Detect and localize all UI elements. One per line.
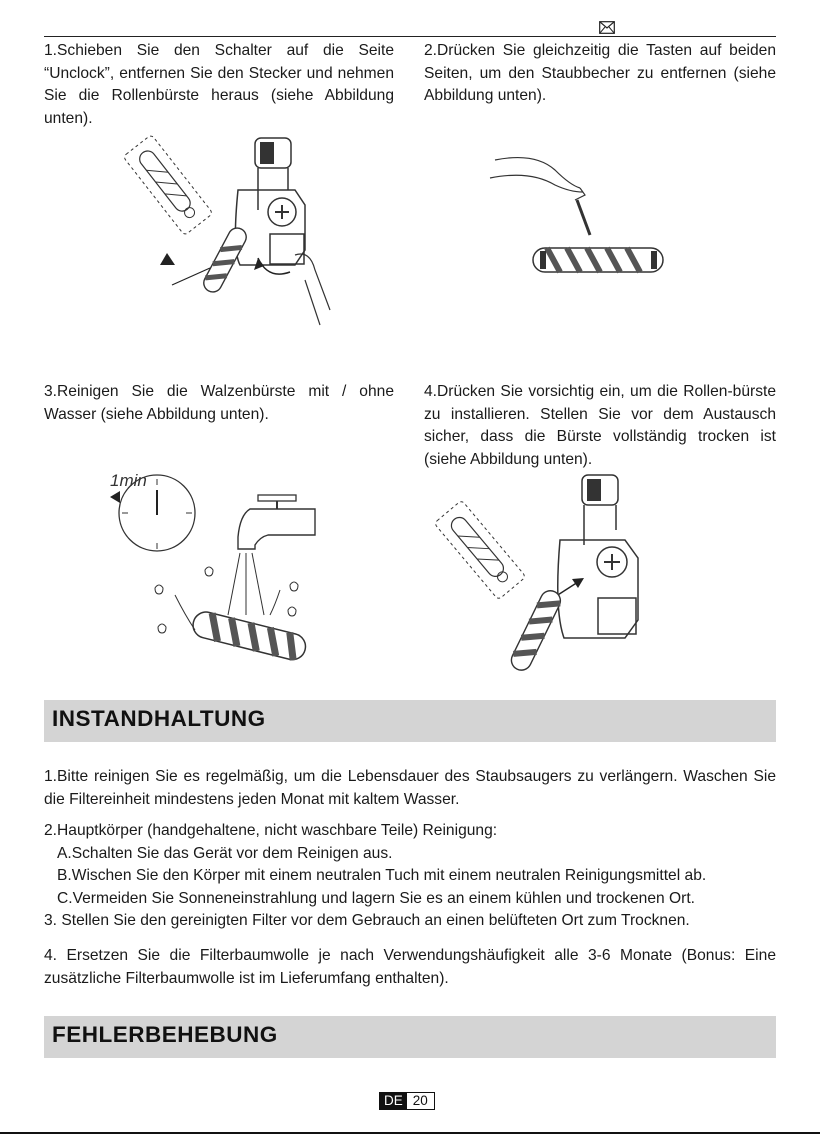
maintenance-item-2c: C.Vermeiden Sie Sonneneinstrahlung und lagern Sie es an einem kühlen und trockenen Ort. — [57, 889, 696, 907]
maintenance-item-4: 4. Ersetzen Sie die Filterbaumwolle je nach Verwendungshäufigkeit alle 3-6 Monate (Bonus: Eine zusätzliche Filterbaumwolle ist im Lieferumfang enthalten). — [44, 947, 776, 987]
step-3-text: 3.Reinigen Sie die Walzenbürste mit / ohne Wasser (siehe Abbildung unten). — [44, 383, 394, 423]
remove-brush-illustration — [120, 130, 350, 330]
troubleshooting-section-header — [44, 1016, 776, 1058]
maintenance-item-2-block — [44, 820, 776, 910]
maintenance-item-3: 3. Stellen Sie den gereinigten Filter vor dem Gebrauch an einen belüfteten Ort zum Trocknen. — [44, 912, 690, 929]
page-number: 20 — [407, 1093, 434, 1109]
step-1-text: 1.Schieben Sie den Schalter auf die Seite “Unclock”, entfernen Sie den Stecker und nehmen Sie die Rollenbürste heraus (siehe Abbildung unten). — [44, 42, 394, 127]
remove-dustcup-illustration — [485, 150, 675, 280]
footer-rule — [0, 1132, 820, 1134]
maintenance-section-header — [44, 700, 776, 742]
maintenance-title: INSTANDHALTUNG — [52, 706, 266, 731]
maintenance-item-2: 2.Hauptkörper (handgehaltene, nicht waschbare Teile) Reinigung: — [44, 822, 498, 839]
step-4-text: 4.Drücken Sie vorsichtig ein, um die Rollen-bürste zu installieren. Stellen Sie vor dem Austausch sicher, dass die Bürste vollständig trocken ist (siehe Abbildung unten). — [424, 383, 776, 468]
timer-label: 1min — [110, 471, 147, 490]
troubleshooting-title: FEHLERBEHEBUNG — [52, 1022, 278, 1047]
maintenance-item-2a: A.Schalten Sie das Gerät vor dem Reinigen aus. — [57, 844, 393, 862]
step-2-text: 2.Drücken Sie gleichzeitig die Tasten auf beiden Seiten, um den Staubbecher zu entfernen (siehe Abbildung unten). — [424, 42, 776, 105]
maintenance-item-3-block — [44, 910, 776, 933]
page-footer — [379, 1092, 435, 1110]
install-brush-illustration — [430, 470, 670, 690]
wash-brush-illustration — [100, 465, 320, 675]
mail-icon — [599, 21, 615, 34]
maintenance-list — [44, 766, 776, 811]
maintenance-item-1: 1.Bitte reinigen Sie es regelmäßig, um die Lebensdauer des Staubsaugers zu verlängern. Waschen Sie die Filtereinheit mindestens jeden Monat mit kaltem Wasser. — [44, 768, 776, 808]
header-rule — [44, 36, 776, 37]
maintenance-item-4-block — [44, 945, 776, 990]
maintenance-item-2b: B.Wischen Sie den Körper mit einem neutralen Tuch mit einem neutralen Reinigungsmittel ab. — [57, 867, 707, 885]
language-badge: DE — [380, 1093, 407, 1109]
